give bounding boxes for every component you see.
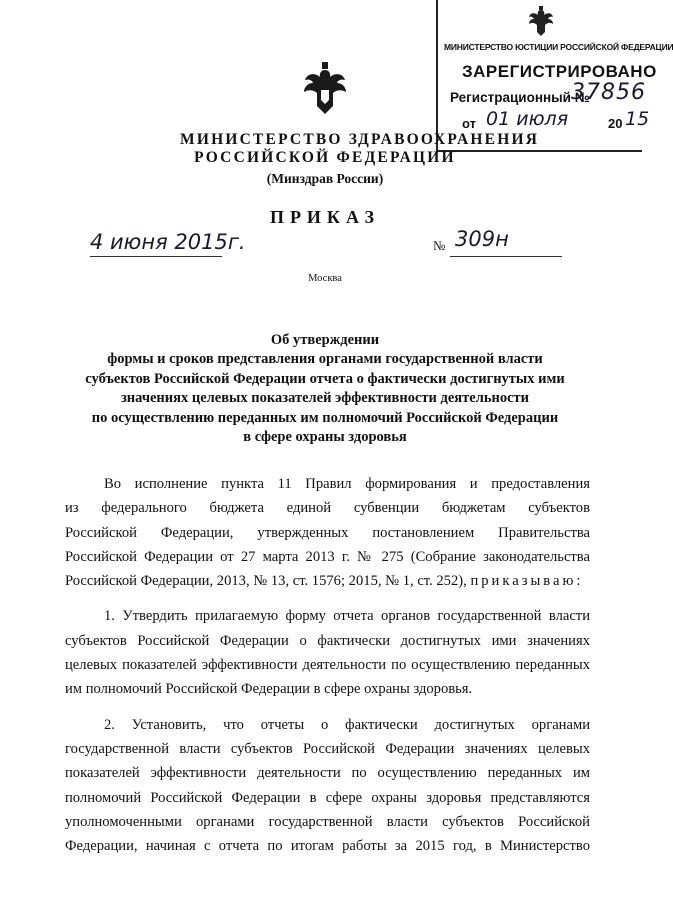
title-line: в сфере охраны здоровья xyxy=(243,429,407,446)
text-line: полномочий Российской Федерации в сфере охраны здоровья представляются xyxy=(65,789,590,806)
text-line: уполномоченными органами государственной власти субъектов Российской xyxy=(65,813,590,830)
text-line: 1. Утвердить прилагаемую форму отчета органов государственной власти xyxy=(104,608,590,625)
ministry-short-name: (Минздрав России) xyxy=(266,171,384,186)
stamp-registered-label: ЗАРЕГИСТРИРОВАНО xyxy=(462,62,657,81)
stamp-ministry-name: МИНИСТЕРСТВО ЮСТИЦИИ РОССИЙСКОЙ ФЕДЕРАЦИИ xyxy=(444,42,673,52)
text-line: им полномочий Российской Федерации в сфере охраны здоровья. xyxy=(65,681,473,698)
stamp-registration-label: Регистрационный № xyxy=(450,90,590,105)
stamp-registration-number: 37856 xyxy=(571,80,646,105)
text-line: субъектов Российской Федерации о фактически достигнутых ими значениях xyxy=(65,632,590,649)
ministry-name-line1: МИНИСТЕРСТВО ЗДРАВООХРАНЕНИЯ xyxy=(180,131,540,148)
text-line: Во исполнение пункта 11 Правил формирования и предоставления xyxy=(104,476,590,492)
paragraph-item-1 xyxy=(65,604,590,701)
ministry-name-line2: РОССИЙСКОЙ ФЕДЕРАЦИИ xyxy=(194,149,456,166)
city: Москва xyxy=(308,273,342,284)
order-number: 309н xyxy=(455,227,509,251)
stamp-date-label: от xyxy=(462,116,476,131)
title-line: по осуществлению переданных им полномочий Российской Федерации xyxy=(91,409,559,426)
registration-stamp xyxy=(436,0,673,152)
text-fragment: Российской Федерации, 2013, № 13, ст. 1576; 2015, № 1, ст. 252), xyxy=(65,573,467,590)
document-title xyxy=(60,331,590,447)
stamp-year-prefix: 20 xyxy=(608,116,623,131)
paragraph-item-2 xyxy=(65,713,590,859)
order-date: 4 июня 2015г. xyxy=(90,230,246,254)
stamp-date-handwritten: 01 июля xyxy=(486,108,569,130)
text-line: показателей эффективности деятельности по осуществлению переданных им xyxy=(65,765,590,782)
title-line: формы и сроков представления органами государственной власти xyxy=(107,351,543,368)
number-underline xyxy=(450,256,562,257)
text-line: Российской Федерации от 27 марта 2013 г. № 275 (Собрание законодательства xyxy=(65,548,590,565)
title-line: значениях целевых показателей эффективности деятельности xyxy=(120,390,530,407)
text-line: из федерального бюджета единой субвенции бюджетам субъектов xyxy=(65,500,590,517)
stamp-year-handwritten: 15 xyxy=(625,108,650,130)
double-headed-eagle-icon xyxy=(526,6,556,38)
text-line: целевых показателей эффективности деятельности по осуществлению переданных xyxy=(65,657,590,674)
order-number-label: № xyxy=(433,238,446,253)
order-command: приказываю: xyxy=(470,573,584,590)
title-line: Об утверждении xyxy=(270,332,380,348)
coat-of-arms-icon xyxy=(300,62,350,120)
document-body xyxy=(65,472,590,869)
date-underline xyxy=(90,256,222,257)
text-line: государственной власти субъектов Российской Федерации значениях целевых xyxy=(65,740,590,757)
text-line: Федерации, начиная с отчета по итогам работы за 2015 год, в Министерство xyxy=(65,838,590,855)
text-line: Российской Федерации, утвержденных постановлением Правительства xyxy=(65,524,590,541)
text-line: 2. Установить, что отчеты о фактически достигнутых органами xyxy=(104,716,590,733)
paragraph-preamble xyxy=(65,472,590,593)
order-title: ПРИКАЗ xyxy=(269,207,381,227)
title-line: субъектов Российской Федерации отчета о фактически достигнутых ими xyxy=(85,370,565,387)
text-line xyxy=(65,569,590,593)
